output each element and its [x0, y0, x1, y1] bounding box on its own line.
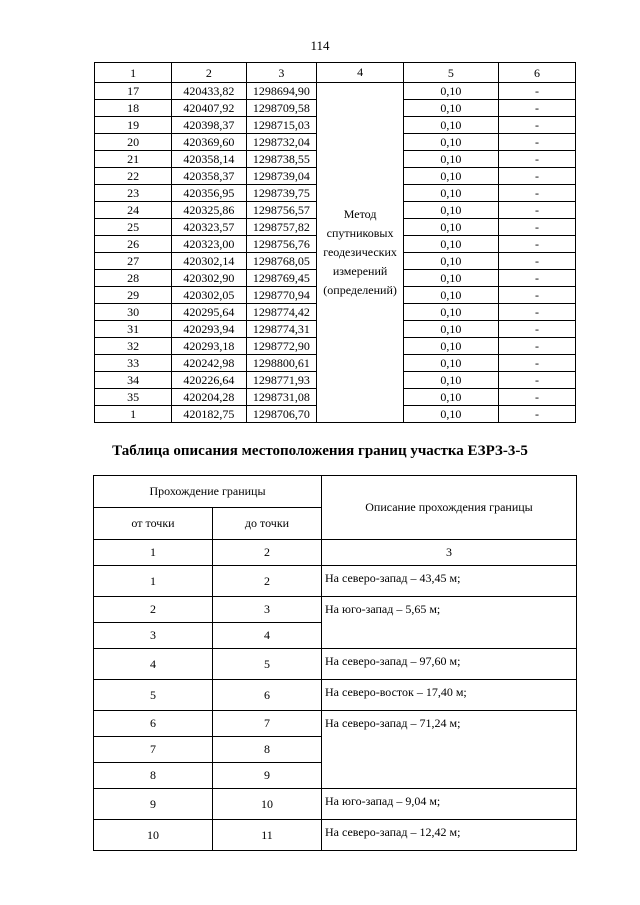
accuracy-cell: 0,10: [403, 185, 498, 202]
point-number-cell: 18: [95, 100, 172, 117]
y-coordinate-cell: 1298757,82: [246, 219, 317, 236]
section-title: Таблица описания местоположения границ участка ЕЗРЗ-3-5: [112, 443, 528, 459]
to-point-cell: 2: [213, 566, 322, 597]
coord-header-cell: 1: [95, 63, 172, 83]
from-point-cell: 10: [94, 820, 213, 851]
coord-header-cell: 6: [498, 63, 575, 83]
note-cell: -: [498, 134, 575, 151]
note-cell: -: [498, 270, 575, 287]
x-coordinate-cell: 420242,98: [172, 355, 246, 372]
note-cell: -: [498, 372, 575, 389]
note-cell: -: [498, 355, 575, 372]
page-number: 114: [310, 38, 330, 53]
note-cell: -: [498, 83, 575, 100]
accuracy-cell: 0,10: [403, 287, 498, 304]
from-point-cell: 3: [94, 623, 213, 649]
x-coordinate-cell: 420226,64: [172, 372, 246, 389]
description-header-cell: Описание прохождения границы: [322, 476, 577, 540]
point-number-cell: 23: [95, 185, 172, 202]
accuracy-cell: 0,10: [403, 389, 498, 406]
point-number-cell: 27: [95, 253, 172, 270]
point-number-cell: 24: [95, 202, 172, 219]
y-coordinate-cell: 1298770,94: [246, 287, 317, 304]
x-coordinate-cell: 420369,60: [172, 134, 246, 151]
from-point-cell: 5: [94, 680, 213, 711]
accuracy-cell: 0,10: [403, 83, 498, 100]
y-coordinate-cell: 1298732,04: [246, 134, 317, 151]
to-point-cell: 6: [213, 680, 322, 711]
y-coordinate-cell: 1298715,03: [246, 117, 317, 134]
from-point-cell: 8: [94, 763, 213, 789]
accuracy-cell: 0,10: [403, 202, 498, 219]
description-cell: На северо-запад – 97,60 м;: [322, 649, 577, 680]
x-coordinate-cell: 420398,37: [172, 117, 246, 134]
accuracy-cell: 0,10: [403, 304, 498, 321]
point-number-cell: 35: [95, 389, 172, 406]
note-cell: -: [498, 168, 575, 185]
coord-header-cell: 4: [317, 63, 404, 83]
description-cell: На северо-запад – 43,45 м;: [322, 566, 577, 597]
note-cell: -: [498, 321, 575, 338]
y-coordinate-cell: 1298800,61: [246, 355, 317, 372]
point-number-cell: 32: [95, 338, 172, 355]
point-number-cell: 26: [95, 236, 172, 253]
point-number-cell: 25: [95, 219, 172, 236]
y-coordinate-cell: 1298768,05: [246, 253, 317, 270]
method-cell: [317, 83, 404, 423]
point-number-cell: 17: [95, 83, 172, 100]
to-point-cell: 5: [213, 649, 322, 680]
x-coordinate-cell: 420358,14: [172, 151, 246, 168]
y-coordinate-cell: 1298771,93: [246, 372, 317, 389]
table-row: [94, 789, 577, 820]
point-number-cell: 19: [95, 117, 172, 134]
y-coordinate-cell: 1298738,55: [246, 151, 317, 168]
description-cell: На северо-запад – 71,24 м;: [322, 711, 577, 789]
table-row: [95, 83, 576, 100]
y-coordinate-cell: 1298731,08: [246, 389, 317, 406]
note-cell: -: [498, 406, 575, 423]
coord-header-cell: 2: [172, 63, 246, 83]
coord-header-cell: 5: [403, 63, 498, 83]
x-coordinate-cell: 420302,14: [172, 253, 246, 270]
accuracy-cell: 0,10: [403, 253, 498, 270]
x-coordinate-cell: 420323,00: [172, 236, 246, 253]
method-line: (определений): [323, 283, 397, 297]
x-coordinate-cell: 420182,75: [172, 406, 246, 423]
note-cell: -: [498, 389, 575, 406]
y-coordinate-cell: 1298709,58: [246, 100, 317, 117]
x-coordinate-cell: 420302,05: [172, 287, 246, 304]
note-cell: -: [498, 100, 575, 117]
column-number-cell: 2: [213, 540, 322, 566]
method-line: геодезических: [323, 245, 397, 259]
point-number-cell: 1: [95, 406, 172, 423]
table-row: [94, 566, 577, 597]
x-coordinate-cell: 420356,95: [172, 185, 246, 202]
method-line: Метод: [343, 207, 377, 221]
accuracy-cell: 0,10: [403, 100, 498, 117]
table-row: [94, 820, 577, 851]
to-point-header-cell: до точки: [213, 508, 322, 540]
point-number-cell: 33: [95, 355, 172, 372]
x-coordinate-cell: 420204,28: [172, 389, 246, 406]
accuracy-cell: 0,10: [403, 355, 498, 372]
y-coordinate-cell: 1298706,70: [246, 406, 317, 423]
to-point-cell: 7: [213, 711, 322, 737]
x-coordinate-cell: 420358,37: [172, 168, 246, 185]
accuracy-cell: 0,10: [403, 270, 498, 287]
desc-header-row: [94, 476, 577, 508]
accuracy-cell: 0,10: [403, 168, 498, 185]
note-cell: -: [498, 185, 575, 202]
column-number-cell: 3: [322, 540, 577, 566]
to-point-cell: 9: [213, 763, 322, 789]
point-number-cell: 21: [95, 151, 172, 168]
point-number-cell: 34: [95, 372, 172, 389]
boundary-description-table: [93, 475, 577, 851]
accuracy-cell: 0,10: [403, 321, 498, 338]
accuracy-cell: 0,10: [403, 406, 498, 423]
desc-number-row: [94, 540, 577, 566]
point-number-cell: 30: [95, 304, 172, 321]
point-number-cell: 28: [95, 270, 172, 287]
y-coordinate-cell: 1298739,04: [246, 168, 317, 185]
note-cell: -: [498, 236, 575, 253]
y-coordinate-cell: 1298756,57: [246, 202, 317, 219]
y-coordinate-cell: 1298774,42: [246, 304, 317, 321]
table-row: [94, 597, 577, 623]
accuracy-cell: 0,10: [403, 236, 498, 253]
to-point-cell: 8: [213, 737, 322, 763]
note-cell: -: [498, 338, 575, 355]
x-coordinate-cell: 420323,57: [172, 219, 246, 236]
point-number-cell: 31: [95, 321, 172, 338]
y-coordinate-cell: 1298769,45: [246, 270, 317, 287]
accuracy-cell: 0,10: [403, 117, 498, 134]
x-coordinate-cell: 420407,92: [172, 100, 246, 117]
x-coordinate-cell: 420325,86: [172, 202, 246, 219]
note-cell: -: [498, 304, 575, 321]
coordinates-table: [94, 62, 576, 423]
to-point-cell: 10: [213, 789, 322, 820]
description-cell: На юго-запад – 5,65 м;: [322, 597, 577, 649]
x-coordinate-cell: 420293,18: [172, 338, 246, 355]
x-coordinate-cell: 420433,82: [172, 83, 246, 100]
y-coordinate-cell: 1298694,90: [246, 83, 317, 100]
from-point-cell: 2: [94, 597, 213, 623]
point-number-cell: 29: [95, 287, 172, 304]
note-cell: -: [498, 219, 575, 236]
accuracy-cell: 0,10: [403, 219, 498, 236]
description-cell: На северо-восток – 17,40 м;: [322, 680, 577, 711]
from-point-cell: 6: [94, 711, 213, 737]
y-coordinate-cell: 1298774,31: [246, 321, 317, 338]
accuracy-cell: 0,10: [403, 151, 498, 168]
y-coordinate-cell: 1298772,90: [246, 338, 317, 355]
to-point-cell: 4: [213, 623, 322, 649]
table-row: [94, 649, 577, 680]
accuracy-cell: 0,10: [403, 372, 498, 389]
from-point-header-cell: от точки: [94, 508, 213, 540]
boundary-header-cell: Прохождение границы: [94, 476, 322, 508]
from-point-cell: 9: [94, 789, 213, 820]
note-cell: -: [498, 117, 575, 134]
point-number-cell: 20: [95, 134, 172, 151]
note-cell: -: [498, 287, 575, 304]
accuracy-cell: 0,10: [403, 134, 498, 151]
description-cell: На юго-запад – 9,04 м;: [322, 789, 577, 820]
accuracy-cell: 0,10: [403, 338, 498, 355]
to-point-cell: 11: [213, 820, 322, 851]
point-number-cell: 22: [95, 168, 172, 185]
column-number-cell: 1: [94, 540, 213, 566]
table-row: [94, 711, 577, 737]
method-line: измерений: [332, 264, 388, 278]
x-coordinate-cell: 420295,64: [172, 304, 246, 321]
y-coordinate-cell: 1298756,76: [246, 236, 317, 253]
table-row: [94, 680, 577, 711]
from-point-cell: 7: [94, 737, 213, 763]
x-coordinate-cell: 420293,94: [172, 321, 246, 338]
to-point-cell: 3: [213, 597, 322, 623]
method-line: спутниковых: [326, 226, 394, 240]
coord-header-row: [95, 63, 576, 83]
from-point-cell: 1: [94, 566, 213, 597]
note-cell: -: [498, 253, 575, 270]
coord-header-cell: 3: [246, 63, 317, 83]
description-cell: На северо-запад – 12,42 м;: [322, 820, 577, 851]
from-point-cell: 4: [94, 649, 213, 680]
note-cell: -: [498, 151, 575, 168]
note-cell: -: [498, 202, 575, 219]
x-coordinate-cell: 420302,90: [172, 270, 246, 287]
y-coordinate-cell: 1298739,75: [246, 185, 317, 202]
